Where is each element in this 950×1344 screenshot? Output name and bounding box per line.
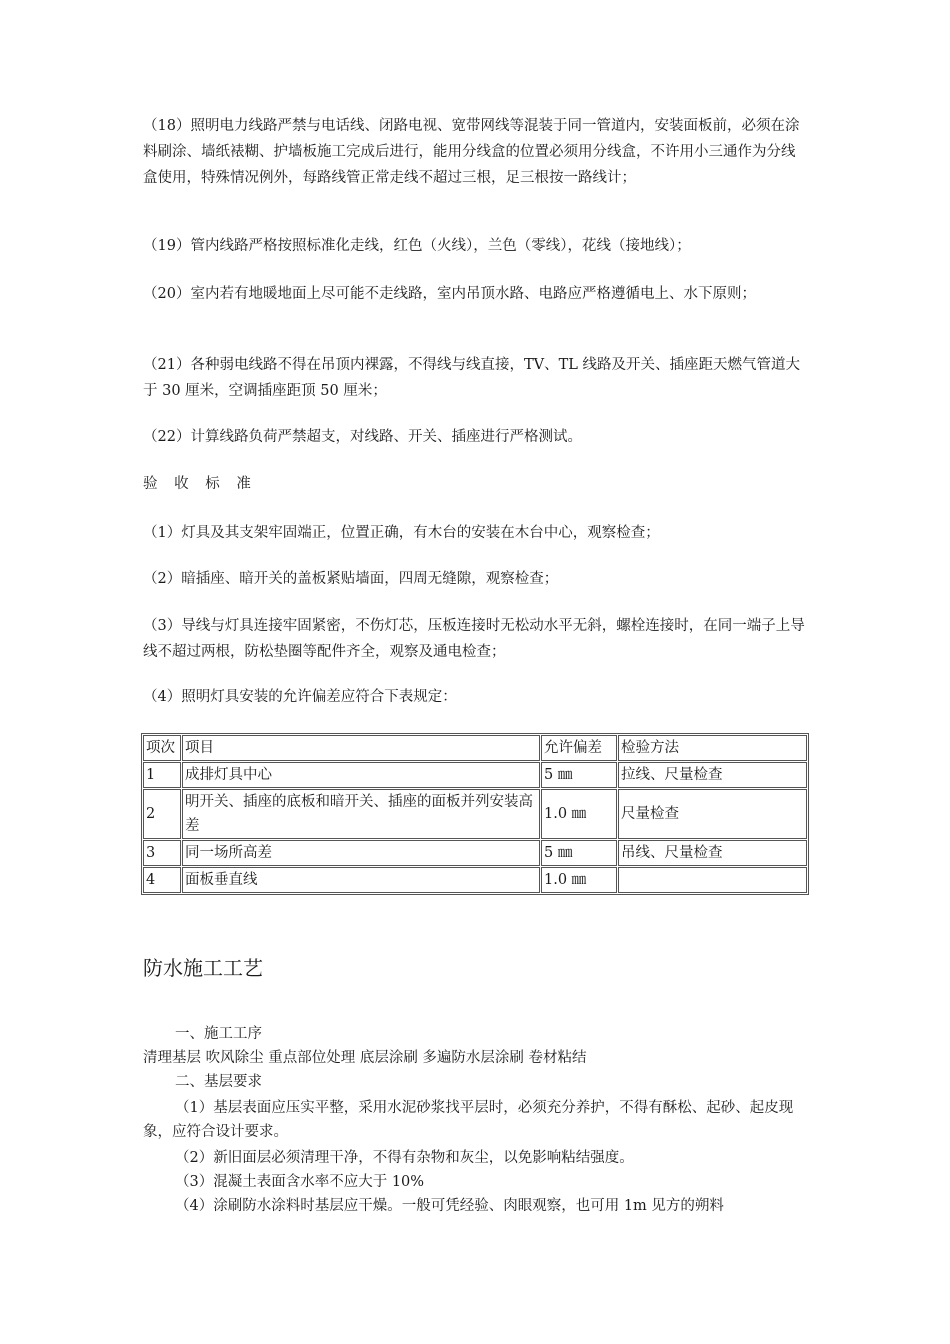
table-cell: 明开关、插座的底板和暗开关、插座的面板并列安装高差 <box>182 789 540 839</box>
table-cell: 5 ㎜ <box>541 840 617 866</box>
table-cell: 4 <box>143 867 181 893</box>
table-cell: 吊线、尺量检查 <box>618 840 807 866</box>
acceptance-item-1: （1）灯具及其支架牢固端正，位置正确，有木台的安装在木台中心，观察检查； <box>143 525 660 541</box>
base-requirements-heading: 二、基层要求 <box>175 1074 262 1090</box>
table-cell: 3 <box>143 840 181 866</box>
paragraph-20: （20）室内若有地暖地面上尽可能不走线路，室内吊顶水路、电路应严格遵循电上、水下原则； <box>143 286 756 302</box>
base-requirement-4: （4）涂刷防水涂料时基层应干燥。一般可凭经验、肉眼观察，也可用 1m 见方的朔料 <box>175 1198 724 1214</box>
table-header-row <box>143 735 807 761</box>
acceptance-item-2: （2）暗插座、暗开关的盖板紧贴墙面，四周无缝隙，观察检查； <box>143 571 559 587</box>
paragraph-21: （21）各种弱电线路不得在吊顶内裸露，不得线与线直接，TV、TL 线路及开关、插座距天燃气管道大于 30 厘米，空调插座距顶 50 厘米； <box>143 357 800 399</box>
process-heading: 一、施工工序 <box>175 1026 262 1042</box>
section-title: 防水施工工艺 <box>143 956 263 980</box>
table-header-cell: 项次 <box>143 735 181 761</box>
table-header-cell: 项目 <box>182 735 540 761</box>
table-cell: 2 <box>143 789 181 839</box>
table-cell: 1 <box>143 762 181 788</box>
table-row <box>143 789 807 839</box>
acceptance-heading: 验 收 标 准 <box>143 476 257 492</box>
acceptance-item-4: （4）照明灯具安装的允许偏差应符合下表规定： <box>143 689 457 705</box>
table-cell: 同一场所高差 <box>182 840 540 866</box>
tolerance-table <box>141 733 809 895</box>
table-cell: 1.0 ㎜ <box>541 867 617 893</box>
table-cell: 成排灯具中心 <box>182 762 540 788</box>
table-header-cell: 检验方法 <box>618 735 807 761</box>
table-row <box>143 867 807 893</box>
table-cell: 拉线、尺量检查 <box>618 762 807 788</box>
base-requirement-2: （2）新旧面层必须清理干净，不得有杂物和灰尘，以免影响粘结强度。 <box>175 1150 634 1166</box>
base-requirement-1: （1）基层表面应压实平整，采用水泥砂浆找平层时，必须充分养护，不得有酥松、起砂、起皮现象，应符合设计要求。 <box>143 1100 794 1140</box>
table-cell: 面板垂直线 <box>182 867 540 893</box>
table-row <box>143 762 807 788</box>
paragraph-19: （19）管内线路严格按照标准化走线，红色（火线），兰色（零线），花线（接地线）； <box>143 238 691 254</box>
paragraph-22: （22）计算线路负荷严禁超支，对线路、开关、插座进行严格测试。 <box>143 429 582 445</box>
table-cell <box>618 867 807 893</box>
base-requirement-3: （3）混凝土表面含水率不应大于 10% <box>175 1174 425 1190</box>
table-row <box>143 840 807 866</box>
table-cell: 尺量检查 <box>618 789 807 839</box>
acceptance-item-3: （3）导线与灯具连接牢固紧密，不伤灯芯，压板连接时无松动水平无斜，螺栓连接时，在同一端子上导线不超过两根，防松垫圈等配件齐全，观察及通电检查； <box>143 618 805 660</box>
process-steps: 清理基层 吹风除尘 重点部位处理 底层涂刷 多遍防水层涂刷 卷材粘结 <box>143 1050 587 1066</box>
paragraph-18: （18）照明电力线路严禁与电话线、闭路电视、宽带网线等混装于同一管道内，安装面板前，必须在涂料刷涂、墙纸裱糊、护墙板施工完成后进行，能用分线盒的位置必须用分线盒，不许用小三通作为分线盒使用，特殊情况例外，每路线管正常走线不超过三根，足三根按一路线计； <box>143 118 800 186</box>
table-cell: 5 ㎜ <box>541 762 617 788</box>
table-header-cell: 允许偏差 <box>541 735 617 761</box>
table-cell: 1.0 ㎜ <box>541 789 617 839</box>
